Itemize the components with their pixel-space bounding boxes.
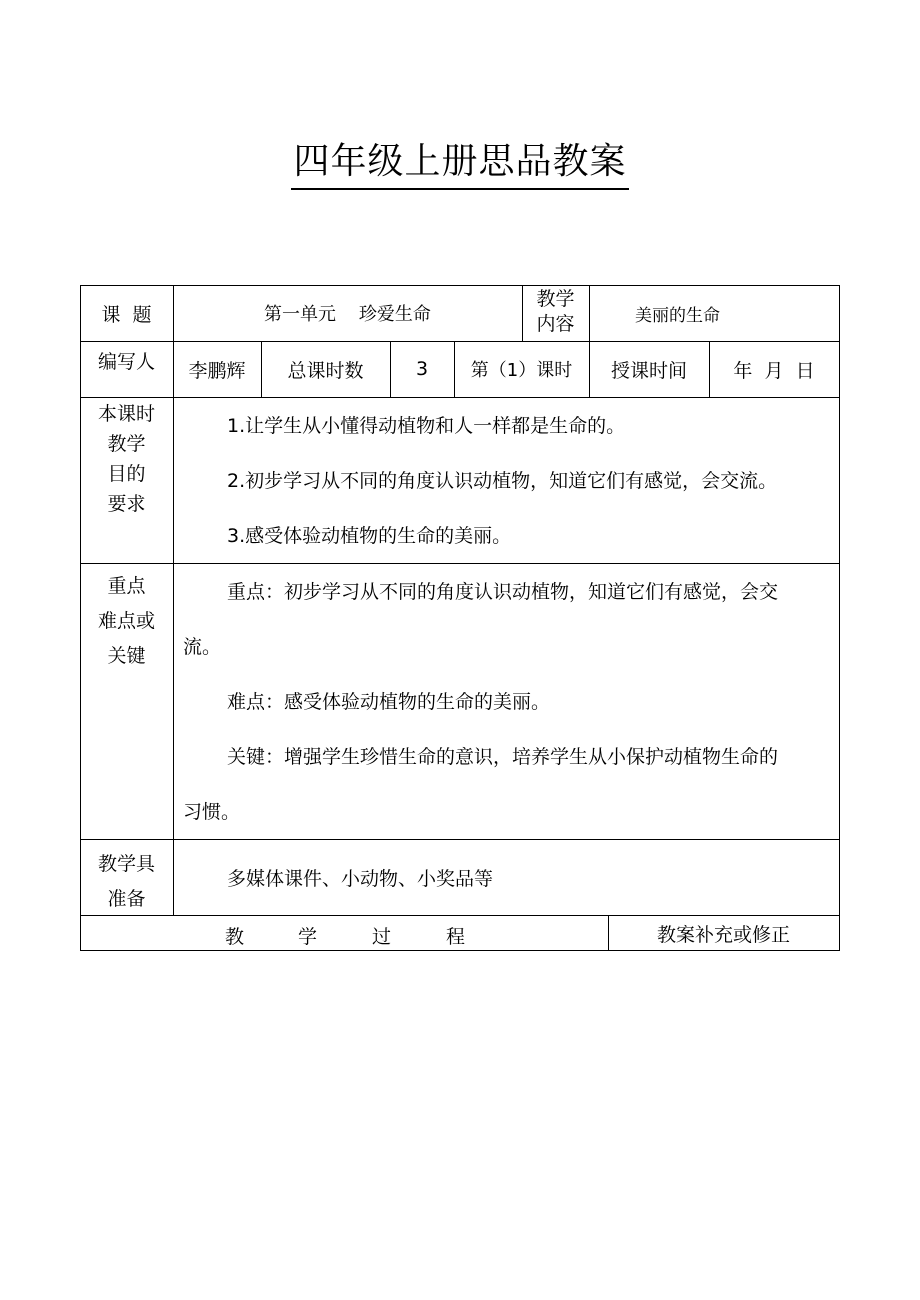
focus-text: 重点：初步学习从不同的角度认识动植物，知道它们有感觉，会交: [227, 581, 779, 603]
objectives-content: [173, 397, 839, 563]
content-value-text: 美丽的生命: [635, 306, 720, 326]
key-points-label-line: 关键: [107, 645, 146, 667]
content-label: [522, 287, 589, 341]
time-label-text: 授课时间: [610, 359, 687, 382]
key-text-continued: 习惯。: [183, 801, 241, 823]
objectives-label-line: 目的: [107, 463, 146, 485]
topic-label-text: 课 题: [101, 303, 152, 326]
content-value: [635, 301, 835, 331]
total-hours-label-text: 总课时数: [287, 359, 364, 382]
materials-label: [80, 847, 173, 917]
topic-value: [173, 285, 522, 341]
revision-header: [608, 915, 839, 951]
total-hours-value-text: 3: [415, 358, 429, 380]
lesson-plan-table: [80, 285, 840, 951]
author-label-text: 编写人: [97, 351, 155, 373]
process-char: 学: [298, 926, 318, 948]
revision-label-text: 教案补充或修正: [656, 923, 790, 946]
topic-label: [80, 285, 173, 341]
objective-item: 2.初步学习从不同的角度认识动植物，知道它们有感觉，会交流。: [227, 470, 778, 492]
date-value: [709, 341, 839, 397]
total-hours-label: [261, 341, 390, 397]
key-points-label-line: 难点或: [97, 610, 155, 632]
date-value-text: 年 月 日: [733, 359, 815, 382]
objective-item: 3.感受体验动植物的生命的美丽。: [227, 525, 512, 547]
materials-label-line: 教学具: [97, 853, 155, 875]
objectives-label-line: 要求: [107, 493, 146, 515]
key-text: 关键：增强学生珍惜生命的意识，培养学生从小保护动植物生命的: [227, 746, 779, 768]
key-points-label-line: 重点: [107, 575, 146, 597]
total-hours-value: [390, 341, 454, 397]
lesson-number-text: 第（1）课时: [470, 360, 573, 381]
objectives-label-line: 教学: [107, 433, 146, 455]
process-char: 过: [372, 926, 392, 948]
key-points-content: [173, 563, 839, 839]
difficulty-text: 难点：感受体验动植物的生命的美丽。: [227, 691, 551, 713]
author-label: [80, 347, 173, 374]
page-title-text: 四年级上册思品教案: [291, 138, 628, 190]
focus-text-continued: 流。: [183, 636, 222, 658]
content-label-line: 内容: [536, 313, 575, 335]
lesson-number: [454, 341, 589, 397]
author-value: [173, 341, 261, 397]
objective-item: 1.让学生从小懂得动植物和人一样都是生命的。: [227, 415, 626, 437]
process-header: [80, 915, 608, 951]
objectives-label: [80, 399, 173, 519]
materials-label-line: 准备: [107, 888, 146, 910]
topic-value-text: 第一单元 珍爱生命: [264, 304, 431, 325]
page-title: [0, 138, 920, 190]
objectives-label-line: 本课时: [97, 403, 155, 425]
table-border-right: [839, 285, 840, 951]
key-points-label: [80, 569, 173, 674]
author-value-text: 李鹏辉: [188, 359, 246, 382]
process-char: 教: [225, 926, 245, 948]
materials-content: [173, 839, 839, 915]
materials-text: 多媒体课件、小动物、小奖品等: [227, 868, 494, 890]
time-label: [589, 341, 709, 397]
process-char: 程: [446, 926, 466, 948]
content-label-line: 教学: [536, 288, 575, 310]
